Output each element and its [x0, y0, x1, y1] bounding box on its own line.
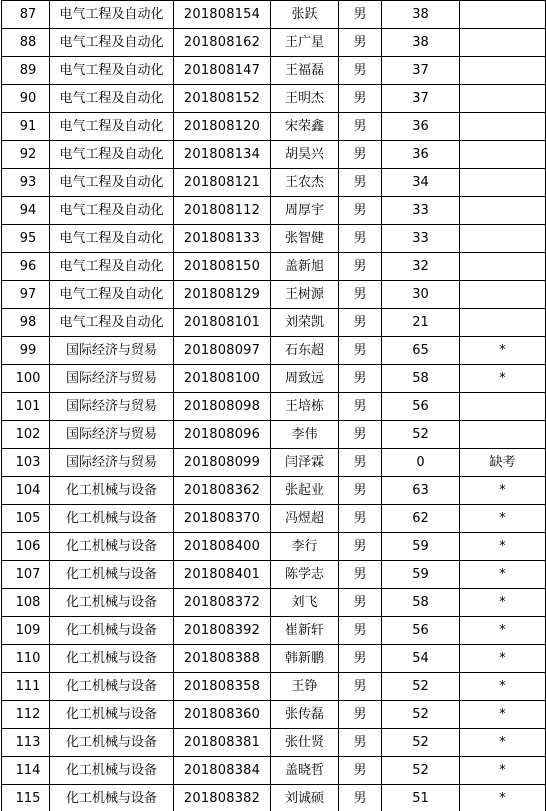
- table-row: [2, 673, 546, 701]
- major-cell: 电气工程及自动化: [50, 1, 174, 29]
- name-cell: 宋荣鑫: [271, 113, 339, 141]
- major-cell: 化工机械与设备: [50, 505, 174, 533]
- student-id-cell: 201808120: [174, 113, 271, 141]
- note-cell: [460, 29, 546, 57]
- gender-cell: 男: [339, 533, 382, 561]
- gender-cell: 男: [339, 505, 382, 533]
- row-number: 90: [2, 85, 50, 113]
- note-cell: *: [460, 617, 546, 645]
- score-cell: 37: [382, 57, 460, 85]
- student-id-cell: 201808100: [174, 365, 271, 393]
- major-cell: 电气工程及自动化: [50, 253, 174, 281]
- gender-cell: 男: [339, 393, 382, 421]
- name-cell: 周厚宇: [271, 197, 339, 225]
- row-number: 112: [2, 701, 50, 729]
- name-cell: 崔新轩: [271, 617, 339, 645]
- table-row: [2, 85, 546, 113]
- score-cell: 56: [382, 617, 460, 645]
- student-id-cell: 201808162: [174, 29, 271, 57]
- score-cell: 33: [382, 225, 460, 253]
- gender-cell: 男: [339, 561, 382, 589]
- table-row: [2, 29, 546, 57]
- score-cell: 21: [382, 309, 460, 337]
- note-cell: *: [460, 673, 546, 701]
- row-number: 102: [2, 421, 50, 449]
- score-cell: 52: [382, 701, 460, 729]
- score-cell: 52: [382, 729, 460, 757]
- student-id-cell: 201808134: [174, 141, 271, 169]
- score-cell: 63: [382, 477, 460, 505]
- name-cell: 韩新鹏: [271, 645, 339, 673]
- row-number: 101: [2, 393, 50, 421]
- table-row: [2, 561, 546, 589]
- student-id-cell: 201808372: [174, 589, 271, 617]
- row-number: 100: [2, 365, 50, 393]
- table-row: [2, 197, 546, 225]
- score-cell: 58: [382, 589, 460, 617]
- score-cell: 0: [382, 449, 460, 477]
- student-id-cell: 201808098: [174, 393, 271, 421]
- gender-cell: 男: [339, 785, 382, 811]
- score-table: [1, 0, 546, 811]
- gender-cell: 男: [339, 673, 382, 701]
- student-id-cell: 201808121: [174, 169, 271, 197]
- table-row: [2, 785, 546, 811]
- gender-cell: 男: [339, 337, 382, 365]
- score-cell: 59: [382, 561, 460, 589]
- student-id-cell: 201808150: [174, 253, 271, 281]
- major-cell: 化工机械与设备: [50, 589, 174, 617]
- student-id-cell: 201808401: [174, 561, 271, 589]
- major-cell: 化工机械与设备: [50, 477, 174, 505]
- gender-cell: 男: [339, 29, 382, 57]
- row-number: 89: [2, 57, 50, 85]
- note-cell: [460, 113, 546, 141]
- score-cell: 32: [382, 253, 460, 281]
- note-cell: *: [460, 757, 546, 785]
- row-number: 110: [2, 645, 50, 673]
- table-row: [2, 505, 546, 533]
- row-number: 107: [2, 561, 50, 589]
- note-cell: 缺考: [460, 449, 546, 477]
- student-id-cell: 201808152: [174, 85, 271, 113]
- gender-cell: 男: [339, 421, 382, 449]
- row-number: 96: [2, 253, 50, 281]
- gender-cell: 男: [339, 645, 382, 673]
- note-cell: *: [460, 533, 546, 561]
- note-cell: *: [460, 785, 546, 811]
- student-id-cell: 201808392: [174, 617, 271, 645]
- gender-cell: 男: [339, 141, 382, 169]
- major-cell: 电气工程及自动化: [50, 113, 174, 141]
- gender-cell: 男: [339, 477, 382, 505]
- student-id-cell: 201808147: [174, 57, 271, 85]
- name-cell: 王铮: [271, 673, 339, 701]
- row-number: 98: [2, 309, 50, 337]
- name-cell: 盖新旭: [271, 253, 339, 281]
- row-number: 91: [2, 113, 50, 141]
- score-cell: 51: [382, 785, 460, 811]
- major-cell: 化工机械与设备: [50, 701, 174, 729]
- gender-cell: 男: [339, 281, 382, 309]
- name-cell: 张智健: [271, 225, 339, 253]
- table-row: [2, 701, 546, 729]
- student-id-cell: 201808099: [174, 449, 271, 477]
- row-number: 99: [2, 337, 50, 365]
- major-cell: 电气工程及自动化: [50, 281, 174, 309]
- major-cell: 化工机械与设备: [50, 561, 174, 589]
- note-cell: *: [460, 589, 546, 617]
- major-cell: 国际经济与贸易: [50, 393, 174, 421]
- gender-cell: 男: [339, 169, 382, 197]
- note-cell: [460, 309, 546, 337]
- row-number: 111: [2, 673, 50, 701]
- score-cell: 54: [382, 645, 460, 673]
- student-id-cell: 201808388: [174, 645, 271, 673]
- note-cell: [460, 253, 546, 281]
- student-id-cell: 201808096: [174, 421, 271, 449]
- note-cell: [460, 225, 546, 253]
- student-id-cell: 201808133: [174, 225, 271, 253]
- name-cell: 石东超: [271, 337, 339, 365]
- note-cell: [460, 197, 546, 225]
- name-cell: 王培栋: [271, 393, 339, 421]
- student-id-cell: 201808381: [174, 729, 271, 757]
- name-cell: 胡昊兴: [271, 141, 339, 169]
- name-cell: 李行: [271, 533, 339, 561]
- gender-cell: 男: [339, 729, 382, 757]
- table-row: [2, 393, 546, 421]
- row-number: 115: [2, 785, 50, 811]
- name-cell: 张跃: [271, 1, 339, 29]
- gender-cell: 男: [339, 701, 382, 729]
- row-number: 92: [2, 141, 50, 169]
- gender-cell: 男: [339, 589, 382, 617]
- name-cell: 张起业: [271, 477, 339, 505]
- name-cell: 冯煜超: [271, 505, 339, 533]
- name-cell: 王树源: [271, 281, 339, 309]
- note-cell: [460, 57, 546, 85]
- major-cell: 国际经济与贸易: [50, 421, 174, 449]
- name-cell: 刘飞: [271, 589, 339, 617]
- student-id-cell: 201808154: [174, 1, 271, 29]
- table-row: [2, 253, 546, 281]
- major-cell: 化工机械与设备: [50, 617, 174, 645]
- note-cell: *: [460, 701, 546, 729]
- score-cell: 37: [382, 85, 460, 113]
- table-row: [2, 449, 546, 477]
- gender-cell: 男: [339, 253, 382, 281]
- name-cell: 张传磊: [271, 701, 339, 729]
- table-row: [2, 421, 546, 449]
- row-number: 109: [2, 617, 50, 645]
- major-cell: 电气工程及自动化: [50, 169, 174, 197]
- gender-cell: 男: [339, 309, 382, 337]
- table-row: [2, 57, 546, 85]
- table-row: [2, 365, 546, 393]
- table-row: [2, 169, 546, 197]
- note-cell: *: [460, 645, 546, 673]
- note-cell: *: [460, 477, 546, 505]
- note-cell: *: [460, 729, 546, 757]
- student-id-cell: 201808097: [174, 337, 271, 365]
- row-number: 95: [2, 225, 50, 253]
- major-cell: 电气工程及自动化: [50, 57, 174, 85]
- note-cell: [460, 393, 546, 421]
- note-cell: [460, 85, 546, 113]
- gender-cell: 男: [339, 225, 382, 253]
- major-cell: 电气工程及自动化: [50, 309, 174, 337]
- major-cell: 化工机械与设备: [50, 673, 174, 701]
- score-cell: 62: [382, 505, 460, 533]
- score-cell: 36: [382, 141, 460, 169]
- row-number: 93: [2, 169, 50, 197]
- note-cell: [460, 169, 546, 197]
- major-cell: 国际经济与贸易: [50, 449, 174, 477]
- row-number: 87: [2, 1, 50, 29]
- table-row: [2, 617, 546, 645]
- note-cell: [460, 141, 546, 169]
- name-cell: 张仕贤: [271, 729, 339, 757]
- major-cell: 化工机械与设备: [50, 729, 174, 757]
- major-cell: 国际经济与贸易: [50, 365, 174, 393]
- score-cell: 52: [382, 421, 460, 449]
- student-id-cell: 201808400: [174, 533, 271, 561]
- score-cell: 30: [382, 281, 460, 309]
- name-cell: 刘诚硕: [271, 785, 339, 811]
- name-cell: 王农杰: [271, 169, 339, 197]
- row-number: 106: [2, 533, 50, 561]
- gender-cell: 男: [339, 617, 382, 645]
- gender-cell: 男: [339, 1, 382, 29]
- row-number: 113: [2, 729, 50, 757]
- score-cell: 34: [382, 169, 460, 197]
- name-cell: 周致远: [271, 365, 339, 393]
- score-cell: 52: [382, 757, 460, 785]
- name-cell: 王广星: [271, 29, 339, 57]
- row-number: 103: [2, 449, 50, 477]
- gender-cell: 男: [339, 85, 382, 113]
- major-cell: 化工机械与设备: [50, 757, 174, 785]
- note-cell: *: [460, 505, 546, 533]
- gender-cell: 男: [339, 365, 382, 393]
- student-id-cell: 201808101: [174, 309, 271, 337]
- major-cell: 电气工程及自动化: [50, 225, 174, 253]
- major-cell: 国际经济与贸易: [50, 337, 174, 365]
- note-cell: [460, 1, 546, 29]
- major-cell: 电气工程及自动化: [50, 141, 174, 169]
- note-cell: [460, 281, 546, 309]
- table-row: [2, 113, 546, 141]
- table-row: [2, 1, 546, 29]
- row-number: 104: [2, 477, 50, 505]
- student-id-cell: 201808362: [174, 477, 271, 505]
- table-row: [2, 729, 546, 757]
- table-row: [2, 337, 546, 365]
- student-id-cell: 201808370: [174, 505, 271, 533]
- table-row: [2, 281, 546, 309]
- score-cell: 65: [382, 337, 460, 365]
- table-row: [2, 757, 546, 785]
- student-id-cell: 201808129: [174, 281, 271, 309]
- table-row: [2, 141, 546, 169]
- student-id-cell: 201808360: [174, 701, 271, 729]
- row-number: 94: [2, 197, 50, 225]
- row-number: 105: [2, 505, 50, 533]
- major-cell: 化工机械与设备: [50, 533, 174, 561]
- name-cell: 盖晓哲: [271, 757, 339, 785]
- score-cell: 38: [382, 29, 460, 57]
- major-cell: 化工机械与设备: [50, 645, 174, 673]
- student-id-cell: 201808358: [174, 673, 271, 701]
- gender-cell: 男: [339, 113, 382, 141]
- name-cell: 王明杰: [271, 85, 339, 113]
- student-id-cell: 201808384: [174, 757, 271, 785]
- note-cell: [460, 421, 546, 449]
- name-cell: 王福磊: [271, 57, 339, 85]
- major-cell: 电气工程及自动化: [50, 197, 174, 225]
- major-cell: 电气工程及自动化: [50, 29, 174, 57]
- name-cell: 李伟: [271, 421, 339, 449]
- student-id-cell: 201808112: [174, 197, 271, 225]
- score-cell: 56: [382, 393, 460, 421]
- table-row: [2, 225, 546, 253]
- note-cell: *: [460, 561, 546, 589]
- score-cell: 59: [382, 533, 460, 561]
- score-cell: 36: [382, 113, 460, 141]
- table-row: [2, 645, 546, 673]
- row-number: 97: [2, 281, 50, 309]
- name-cell: 刘荣凯: [271, 309, 339, 337]
- major-cell: 电气工程及自动化: [50, 85, 174, 113]
- name-cell: 闫泽霖: [271, 449, 339, 477]
- score-cell: 38: [382, 1, 460, 29]
- major-cell: 化工机械与设备: [50, 785, 174, 811]
- table-row: [2, 477, 546, 505]
- note-cell: *: [460, 337, 546, 365]
- score-cell: 58: [382, 365, 460, 393]
- note-cell: *: [460, 365, 546, 393]
- row-number: 88: [2, 29, 50, 57]
- gender-cell: 男: [339, 197, 382, 225]
- row-number: 108: [2, 589, 50, 617]
- gender-cell: 男: [339, 57, 382, 85]
- score-cell: 52: [382, 673, 460, 701]
- table-row: [2, 589, 546, 617]
- table-body: [2, 1, 546, 811]
- gender-cell: 男: [339, 757, 382, 785]
- table-row: [2, 533, 546, 561]
- name-cell: 陈学志: [271, 561, 339, 589]
- gender-cell: 男: [339, 449, 382, 477]
- student-id-cell: 201808382: [174, 785, 271, 811]
- score-cell: 33: [382, 197, 460, 225]
- row-number: 114: [2, 757, 50, 785]
- table-row: [2, 309, 546, 337]
